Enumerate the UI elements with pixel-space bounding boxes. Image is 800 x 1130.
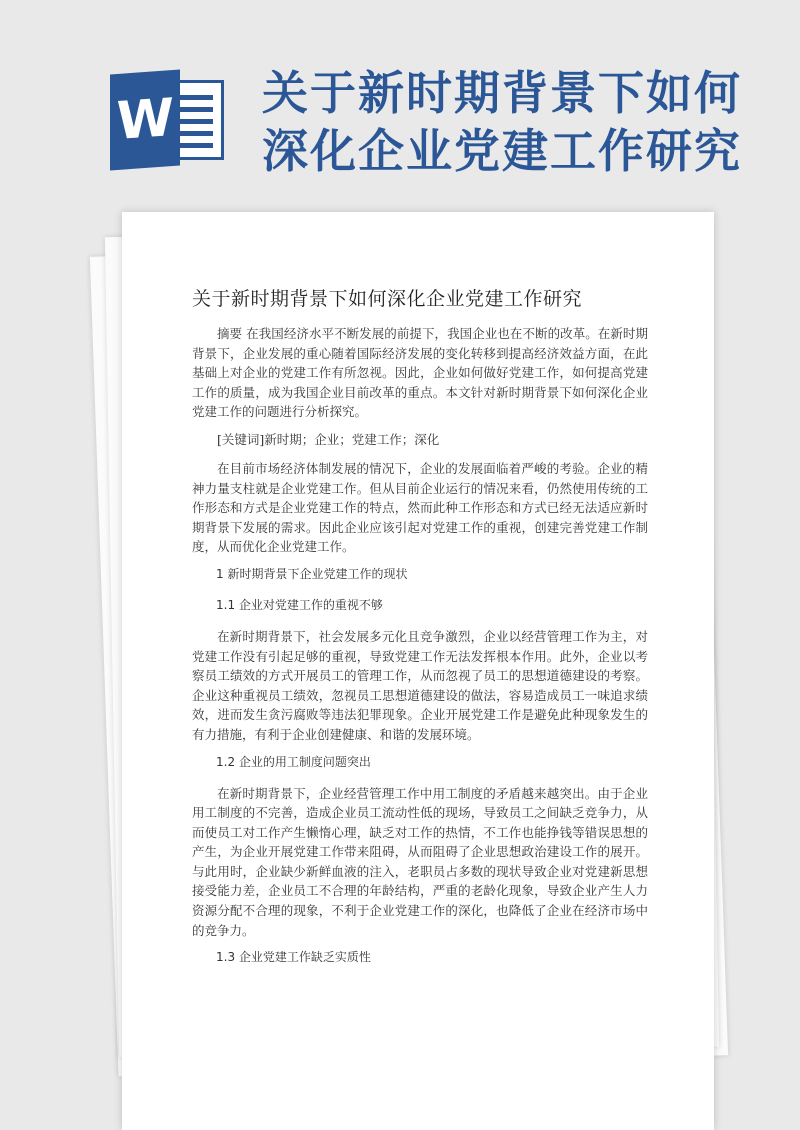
section-heading-1: 1 新时期背景下企业党建工作的现状	[216, 566, 408, 581]
banner-title-line2: 深化企业党建工作研究	[262, 124, 742, 178]
section-heading-1-2: 1.2 企业的用工制度问题突出	[216, 754, 371, 769]
word-logo-letter: W	[110, 70, 180, 171]
document-title: 关于新时期背景下如何深化企业党建工作研究	[192, 288, 583, 310]
banner	[0, 0, 800, 200]
word-document-icon	[110, 72, 230, 168]
banner-title	[262, 64, 782, 180]
section-1-1-paragraph: 在新时期背景下，社会发展多元化且竞争激烈，企业以经营管理工作为主，对党建工作没有引起足够的重视，导致党建工作无法发挥根本作用。此外，企业以考察员工绩效的方式开展员工的管理工作，从而忽视了员工的思想道德建设的考察。企业这种重视员工绩效，忽视员工思想道德建设的做法，容易造成员工一味追求绩效，进而发生贪污腐败等违法犯罪现象。企业开展党建工作是避免此种现象发生的有力措施，有利于企业创建健康、和谐的发展环境。	[192, 628, 648, 742]
section-heading-1-1: 1.1 企业对党建工作的重视不够	[216, 597, 383, 612]
keywords-line: [关键词]新时期；企业；党建工作；深化	[217, 431, 440, 447]
document-body	[192, 324, 648, 979]
intro-paragraph: 在目前市场经济体制发展的情况下，企业的发展面临着严峻的考验。企业的精神力量支柱就是企业党建工作。但从目前企业运行的情况来看，仍然使用传统的工作形态和方式是企业党建工作的特点，然而此种工作形态和方式已经无法适应新时期背景下发展的需求。因此企业应该引起对党建工作的重视，创建完善党建工作制度，从而优化企业党建工作。	[192, 460, 648, 555]
section-1-2-paragraph: 在新时期背景下，企业经营管理工作中用工制度的矛盾越来越突出。由于企业用工制度的不完善，造成企业员工流动性低的现场，导致员工之间缺乏竞争力，从而使员工对工作产生懒惰心理，缺乏对工作的热情，不工作也能挣钱等错误思想的产生，为企业开展党建工作带来阻碍，从而阻碍了企业思想政治建设工作的展开。与此用时，企业缺少新鲜血液的注入，老职员占多数的现状导致企业对党建新思想接受能力差，企业员工不合理的年龄结构，严重的老龄化现象，导致企业产生人力资源分配不合理的现象，不利于企业党建工作的深化，也降低了企业在经济市场中的竞争力。	[192, 785, 648, 938]
abstract-paragraph: 摘要 在我国经济水平不断发展的前提下，我国企业也在不断的改革。在新时期背景下，企业发展的重心随着国际经济发展的变化转移到提高经济效益方面，在此基础上对企业的党建工作有所忽视。因此，企业如何做好党建工作，如何提高党建工作的质量，成为我国企业目前改革的重点。本文针对新时期背景下如何深化企业党建工作的问题进行分析探究。	[192, 326, 648, 420]
document-page	[122, 212, 714, 1130]
section-heading-1-3: 1.3 企业党建工作缺乏实质性	[216, 950, 371, 965]
banner-title-line1: 关于新时期背景下如何	[262, 66, 742, 120]
